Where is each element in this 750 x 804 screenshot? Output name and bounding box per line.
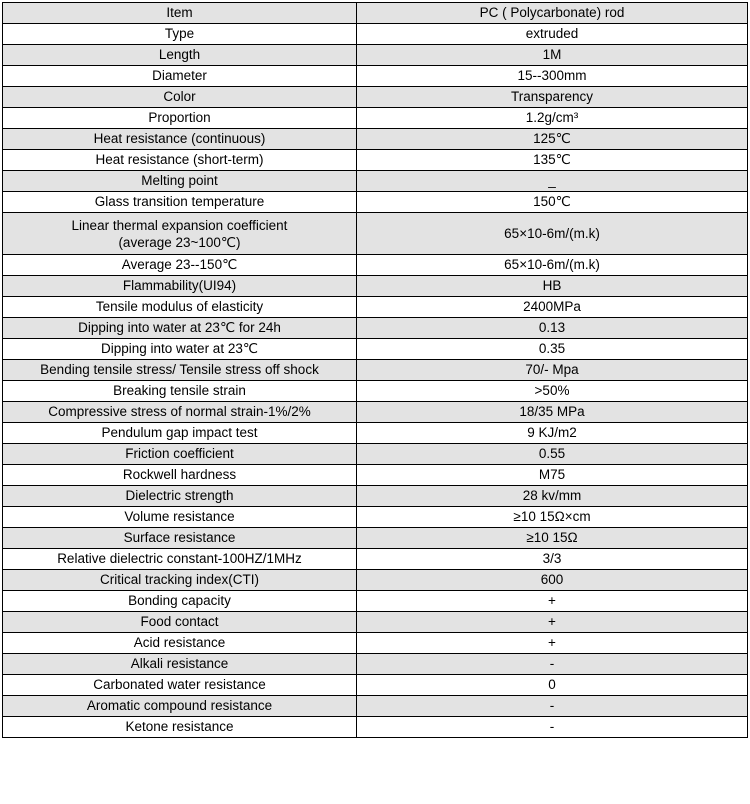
property-value: +	[357, 612, 748, 633]
table-row	[3, 129, 748, 150]
property-value: 15--300mm	[357, 66, 748, 87]
table-row	[3, 696, 748, 717]
property-value: HB	[357, 276, 748, 297]
property-value: 2400MPa	[357, 297, 748, 318]
property-name: Bonding capacity	[3, 591, 357, 612]
property-name: Rockwell hardness	[3, 465, 357, 486]
property-value: ≥10 15Ω×cm	[357, 507, 748, 528]
property-value: M75	[357, 465, 748, 486]
property-value: 3/3	[357, 549, 748, 570]
table-row	[3, 549, 748, 570]
table-row	[3, 318, 748, 339]
property-name: Tensile modulus of elasticity	[3, 297, 357, 318]
property-value: 28 kv/mm	[357, 486, 748, 507]
property-value: -	[357, 696, 748, 717]
table-row	[3, 717, 748, 738]
table-row	[3, 381, 748, 402]
header-item-cell: Item	[3, 3, 357, 24]
property-value: ≥10 15Ω	[357, 528, 748, 549]
table-row	[3, 465, 748, 486]
table-header-row	[3, 3, 748, 24]
table-row	[3, 675, 748, 696]
property-name: Alkali resistance	[3, 654, 357, 675]
table-row	[3, 444, 748, 465]
property-value: 0	[357, 675, 748, 696]
property-name: Heat resistance (short-term)	[3, 150, 357, 171]
property-name-line-1: Linear thermal expansion coefficient	[71, 217, 288, 233]
table-row	[3, 213, 748, 255]
table-row	[3, 192, 748, 213]
header-value-cell: PC ( Polycarbonate) rod	[357, 3, 748, 24]
table-row	[3, 276, 748, 297]
property-name: Average 23--150℃	[3, 255, 357, 276]
property-name: Friction coefficient	[3, 444, 357, 465]
property-name: Surface resistance	[3, 528, 357, 549]
property-name: Dielectric strength	[3, 486, 357, 507]
property-value: 0.13	[357, 318, 748, 339]
property-value: 600	[357, 570, 748, 591]
property-name: Carbonated water resistance	[3, 675, 357, 696]
table-row	[3, 255, 748, 276]
table-row	[3, 402, 748, 423]
property-name: Dipping into water at 23℃	[3, 339, 357, 360]
table-row	[3, 654, 748, 675]
table-row	[3, 633, 748, 654]
property-name: Acid resistance	[3, 633, 357, 654]
property-value: 1M	[357, 45, 748, 66]
table-row	[3, 24, 748, 45]
table-row	[3, 570, 748, 591]
property-name: Bending tensile stress/ Tensile stress off shock	[3, 360, 357, 381]
property-name: Pendulum gap impact test	[3, 423, 357, 444]
table-row	[3, 528, 748, 549]
table-row	[3, 612, 748, 633]
property-name-line-2: (average 23~100℃)	[118, 234, 241, 250]
property-value: _	[357, 171, 748, 192]
property-value: 135℃	[357, 150, 748, 171]
property-name	[3, 213, 357, 255]
property-name: Length	[3, 45, 357, 66]
property-value: Transparency	[357, 87, 748, 108]
table-row	[3, 360, 748, 381]
property-value: 9 KJ/m2	[357, 423, 748, 444]
specification-table	[2, 2, 748, 738]
property-value: -	[357, 717, 748, 738]
property-value: 65×10-6m/(m.k)	[357, 255, 748, 276]
property-value: -	[357, 654, 748, 675]
property-value: 0.55	[357, 444, 748, 465]
property-name: Type	[3, 24, 357, 45]
property-value: 65×10-6m/(m.k)	[357, 213, 748, 255]
table-row	[3, 150, 748, 171]
property-value: +	[357, 591, 748, 612]
property-value: >50%	[357, 381, 748, 402]
table-row	[3, 66, 748, 87]
property-name: Color	[3, 87, 357, 108]
property-name: Flammability(UI94)	[3, 276, 357, 297]
property-name: Ketone resistance	[3, 717, 357, 738]
table-row	[3, 108, 748, 129]
property-name: Food contact	[3, 612, 357, 633]
property-name: Critical tracking index(CTI)	[3, 570, 357, 591]
property-name: Volume resistance	[3, 507, 357, 528]
table-row	[3, 171, 748, 192]
table-row	[3, 297, 748, 318]
table-row	[3, 591, 748, 612]
property-value: +	[357, 633, 748, 654]
table-row	[3, 339, 748, 360]
property-name: Relative dielectric constant-100HZ/1MHz	[3, 549, 357, 570]
property-value: 70/- Mpa	[357, 360, 748, 381]
table-row	[3, 507, 748, 528]
table-row	[3, 486, 748, 507]
property-name: Compressive stress of normal strain-1%/2%	[3, 402, 357, 423]
property-name: Proportion	[3, 108, 357, 129]
property-value: 125℃	[357, 129, 748, 150]
property-value: 0.35	[357, 339, 748, 360]
table-row	[3, 423, 748, 444]
property-name: Diameter	[3, 66, 357, 87]
property-value: 150℃	[357, 192, 748, 213]
property-name: Dipping into water at 23℃ for 24h	[3, 318, 357, 339]
property-name: Melting point	[3, 171, 357, 192]
property-name: Aromatic compound resistance	[3, 696, 357, 717]
property-name: Glass transition temperature	[3, 192, 357, 213]
table-row	[3, 87, 748, 108]
property-name: Heat resistance (continuous)	[3, 129, 357, 150]
property-value: extruded	[357, 24, 748, 45]
property-value: 1.2g/cm³	[357, 108, 748, 129]
table-row	[3, 45, 748, 66]
property-name: Breaking tensile strain	[3, 381, 357, 402]
property-value: 18/35 MPa	[357, 402, 748, 423]
